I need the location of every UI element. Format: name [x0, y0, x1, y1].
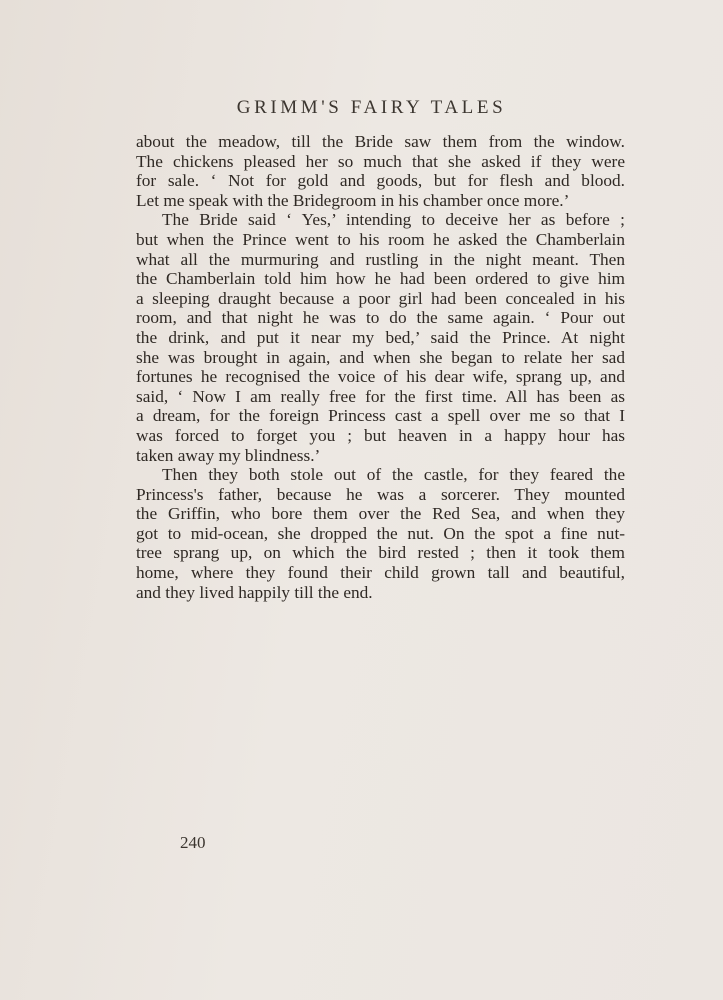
text-line: room, and that night he was to do the same again. ‘ Pour out [136, 308, 625, 328]
text-line: Then they both stole out of the castle, for they feared the [162, 465, 625, 485]
text-line: but when the Prince went to his room he asked the Chamberlain [136, 229, 625, 249]
text-line: a sleeping draught because a poor girl had been concealed in his [136, 288, 625, 308]
text-line: the Chamberlain told him how he had been ordered to give him [136, 269, 625, 289]
body-text [136, 132, 625, 602]
text-line: and they lived happily till the end. [136, 582, 373, 602]
text-line: what all the murmuring and rustling in the night meant. Then [136, 249, 625, 269]
text-line: taken away my blindness.’ [136, 445, 321, 465]
text-line: The Bride said ‘ Yes,’ intending to deceive her as before ; [162, 210, 625, 230]
text-line: said, ‘ Now I am really free for the first time. All has been as [136, 386, 625, 406]
page-number: 240 [180, 833, 206, 852]
text-line: Princess's father, because he was a sorcerer. They mounted [136, 484, 625, 504]
text-line: a dream, for the foreign Princess cast a spell over me so that I [136, 406, 625, 426]
text-line: the drink, and put it near my bed,’ said the Prince. At night [136, 327, 625, 347]
text-line: home, where they found their child grown tall and beautiful, [136, 563, 625, 583]
text-line: fortunes he recognised the voice of his dear wife, sprang up, and [136, 367, 625, 387]
text-line: about the meadow, till the Bride saw them from the window. [136, 132, 625, 151]
text-line: tree sprang up, on which the bird rested ; then it took them [136, 543, 625, 563]
text-line: got to mid-ocean, she dropped the nut. On the spot a fine nut- [136, 523, 625, 543]
paragraph [136, 465, 625, 602]
text-line: Let me speak with the Bridegroom in his chamber once more.’ [136, 190, 570, 210]
text-line: the Griffin, who bore them over the Red Sea, and when they [136, 504, 625, 524]
text-line: for sale. ‘ Not for gold and goods, but for flesh and blood. [136, 171, 625, 191]
text-line: she was brought in again, and when she began to relate her sad [136, 347, 625, 367]
text-line: was forced to forget you ; but heaven in a happy hour has [136, 425, 625, 445]
paragraph [136, 210, 625, 465]
text-line: The chickens pleased her so much that she asked if they were [136, 151, 625, 171]
paragraph [136, 132, 625, 210]
running-header: GRIMM'S FAIRY TALES [236, 97, 507, 118]
